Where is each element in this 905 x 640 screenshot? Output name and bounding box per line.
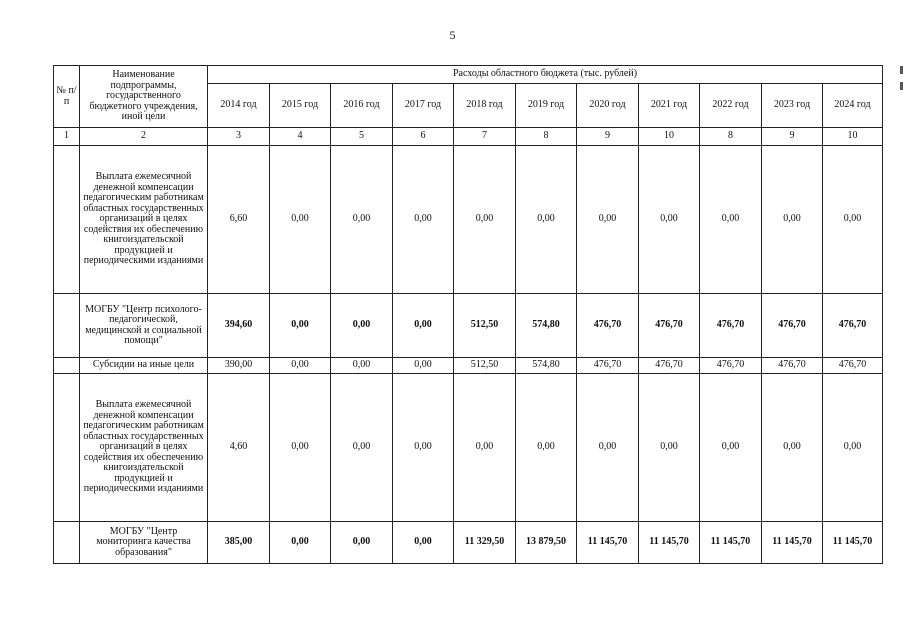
header-year: 2017 год [393, 84, 454, 128]
index-cell: 9 [577, 128, 639, 146]
header-row [54, 66, 883, 84]
value-cell: 0,00 [393, 146, 454, 294]
index-cell: 5 [331, 128, 393, 146]
index-cell: 3 [208, 128, 270, 146]
value-cell: 4,60 [208, 374, 270, 522]
value-cell: 0,00 [331, 294, 393, 358]
index-row [54, 128, 883, 146]
value-cell: 6,60 [208, 146, 270, 294]
value-cell: 0,00 [516, 374, 577, 522]
value-cell: 0,00 [577, 146, 639, 294]
header-year: 2024 год [823, 84, 883, 128]
row-name: Субсидии на иные цели [80, 358, 208, 374]
value-cell: 0,00 [393, 374, 454, 522]
row-name: Выплата ежемесячной денежной компенсации педагогическим работникам областных государственных организаций в целях содействия их обеспечению книгоиздательской продукцией и периодическими изданиями [80, 146, 208, 294]
index-cell: 2 [80, 128, 208, 146]
value-cell: 0,00 [270, 522, 331, 564]
value-cell: 0,00 [762, 146, 823, 294]
value-cell: 11 145,70 [823, 522, 883, 564]
value-cell: 394,60 [208, 294, 270, 358]
value-cell: 0,00 [331, 374, 393, 522]
value-cell: 0,00 [762, 374, 823, 522]
value-cell: 11 145,70 [700, 522, 762, 564]
value-cell: 0,00 [823, 146, 883, 294]
value-cell: 0,00 [516, 146, 577, 294]
index-cell: 4 [270, 128, 331, 146]
value-cell: 476,70 [823, 294, 883, 358]
value-cell: 11 329,50 [454, 522, 516, 564]
value-cell: 11 145,70 [577, 522, 639, 564]
value-cell: 0,00 [700, 146, 762, 294]
row-num [54, 522, 80, 564]
value-cell: 11 145,70 [639, 522, 700, 564]
value-cell: 0,00 [270, 374, 331, 522]
header-year: 2019 год [516, 84, 577, 128]
index-cell: 7 [454, 128, 516, 146]
value-cell: 11 145,70 [762, 522, 823, 564]
value-cell: 476,70 [700, 358, 762, 374]
value-cell: 476,70 [577, 294, 639, 358]
index-cell: 8 [516, 128, 577, 146]
header-year: 2021 год [639, 84, 700, 128]
header-year: 2015 год [270, 84, 331, 128]
header-num: № п/п [54, 66, 80, 128]
value-cell: 385,00 [208, 522, 270, 564]
value-cell: 0,00 [700, 374, 762, 522]
row-num [54, 358, 80, 374]
value-cell: 476,70 [762, 358, 823, 374]
value-cell: 0,00 [331, 522, 393, 564]
index-cell: 6 [393, 128, 454, 146]
header-name: Наименование подпрограммы, государственного бюджетного учреждения, иной цели [80, 66, 208, 128]
value-cell: 0,00 [639, 146, 700, 294]
value-cell: 0,00 [270, 294, 331, 358]
budget-table [53, 65, 883, 564]
table-row [54, 294, 883, 358]
table-row [54, 374, 883, 522]
header-year: 2023 год [762, 84, 823, 128]
value-cell: 0,00 [393, 294, 454, 358]
value-cell: 0,00 [639, 374, 700, 522]
value-cell: 574,80 [516, 294, 577, 358]
value-cell: 0,00 [393, 358, 454, 374]
value-cell: 574,80 [516, 358, 577, 374]
value-cell: 476,70 [577, 358, 639, 374]
value-cell: 476,70 [823, 358, 883, 374]
page-number: 5 [449, 28, 456, 42]
header-year: 2018 год [454, 84, 516, 128]
value-cell: 13 879,50 [516, 522, 577, 564]
table-row [54, 522, 883, 564]
header-year: 2022 год [700, 84, 762, 128]
value-cell: 390,00 [208, 358, 270, 374]
value-cell: 476,70 [639, 294, 700, 358]
index-cell: 9 [762, 128, 823, 146]
header-year: 2020 год [577, 84, 639, 128]
header-year: 2016 год [331, 84, 393, 128]
index-cell: 1 [54, 128, 80, 146]
row-name: МОГБУ "Центр психолого-педагогической, медицинской и социальной помощи" [80, 294, 208, 358]
value-cell: 0,00 [331, 358, 393, 374]
value-cell: 0,00 [270, 146, 331, 294]
index-cell: 10 [639, 128, 700, 146]
table-row [54, 358, 883, 374]
value-cell: 0,00 [393, 522, 454, 564]
index-cell: 10 [823, 128, 883, 146]
value-cell: 0,00 [331, 146, 393, 294]
value-cell: 0,00 [270, 358, 331, 374]
index-cell: 8 [700, 128, 762, 146]
row-num [54, 146, 80, 294]
row-num [54, 294, 80, 358]
scan-edge-mark [900, 66, 903, 74]
value-cell: 0,00 [823, 374, 883, 522]
header-year: 2014 год [208, 84, 270, 128]
value-cell: 512,50 [454, 294, 516, 358]
value-cell: 512,50 [454, 358, 516, 374]
row-num [54, 374, 80, 522]
row-name: МОГБУ "Центр мониторинга качества образования" [80, 522, 208, 564]
value-cell: 0,00 [577, 374, 639, 522]
value-cell: 476,70 [639, 358, 700, 374]
value-cell: 0,00 [454, 146, 516, 294]
scan-edge-mark [900, 82, 903, 90]
header-budget: Расходы областного бюджета (тыс. рублей) [208, 66, 883, 84]
value-cell: 476,70 [762, 294, 823, 358]
value-cell: 0,00 [454, 374, 516, 522]
row-name: Выплата ежемесячной денежной компенсации педагогическим работникам областных государственных организаций в целях содействия их обеспечению книгоиздательской продукцией и периодическими изданиями [80, 374, 208, 522]
value-cell: 476,70 [700, 294, 762, 358]
table-row [54, 146, 883, 294]
